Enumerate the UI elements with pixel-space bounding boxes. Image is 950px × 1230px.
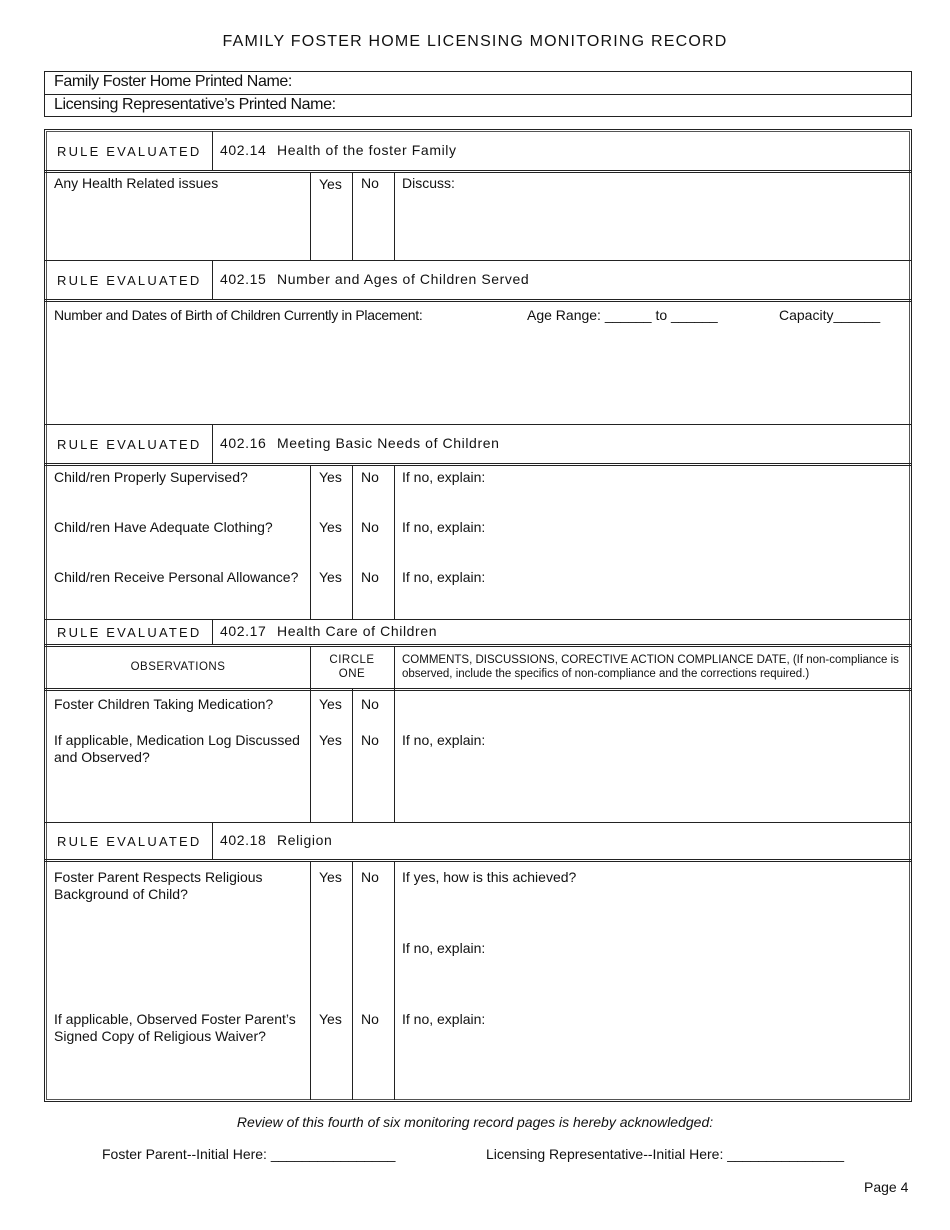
yes-option[interactable]: Yes bbox=[319, 469, 342, 485]
question-label: Any Health Related issues bbox=[54, 175, 219, 191]
explain-field[interactable]: If no, explain: bbox=[402, 569, 486, 585]
no-option[interactable]: No bbox=[361, 519, 379, 535]
no-option[interactable]: No bbox=[361, 732, 379, 748]
divider bbox=[310, 646, 311, 822]
rule-label: RULE EVALUATED bbox=[57, 834, 202, 849]
explain-field[interactable]: If no, explain: bbox=[402, 732, 486, 748]
divider bbox=[44, 299, 912, 300]
rule-code: 402.18 bbox=[220, 832, 267, 848]
divider bbox=[394, 172, 395, 260]
rep-name-field[interactable]: Licensing Representative’s Printed Name: bbox=[54, 96, 336, 113]
comments-header: COMMENTS, DISCUSSIONS, CORECTIVE ACTION COMPLIANCE DATE, (If non-compliance is observed, include the specifics of non-compliance and the corrections required.) bbox=[402, 654, 899, 680]
yes-option[interactable]: Yes bbox=[319, 732, 342, 748]
divider bbox=[310, 465, 311, 619]
divider bbox=[44, 861, 912, 862]
question-label: Foster Children Taking Medication? bbox=[54, 696, 274, 712]
explain-field[interactable]: If no, explain: bbox=[402, 469, 486, 485]
divider bbox=[44, 172, 912, 173]
divider bbox=[44, 619, 912, 620]
rule-code: 402.15 bbox=[220, 271, 267, 287]
divider bbox=[352, 861, 353, 1100]
divider bbox=[352, 688, 353, 822]
divider bbox=[212, 424, 213, 463]
age-range-field[interactable]: Age Range: ______ to ______ bbox=[527, 307, 718, 323]
explain-field[interactable]: If no, explain: bbox=[402, 519, 486, 535]
capacity-field[interactable]: Capacity______ bbox=[779, 307, 881, 323]
divider bbox=[44, 301, 912, 302]
divider bbox=[212, 822, 213, 859]
no-option[interactable]: No bbox=[361, 469, 379, 485]
divider bbox=[44, 822, 912, 823]
acknowledgement-text: Review of this fourth of six monitoring record pages is hereby acknowledged: bbox=[236, 1114, 714, 1130]
yes-option[interactable]: Yes bbox=[319, 869, 342, 885]
rule-label: RULE EVALUATED bbox=[57, 273, 202, 288]
explain-field[interactable]: If no, explain: bbox=[402, 940, 486, 956]
rule-name: Health of the foster Family bbox=[277, 142, 457, 158]
rule-code: 402.16 bbox=[220, 435, 267, 451]
rule-label: RULE EVALUATED bbox=[57, 625, 202, 640]
licensing-rep-initial-field[interactable]: Licensing Representative--Initial Here: _______________ bbox=[486, 1146, 845, 1162]
question-label: If applicable, Observed Foster Parent’s Signed Copy of Religious Waiver? bbox=[54, 1011, 296, 1044]
divider bbox=[44, 260, 912, 261]
divider bbox=[44, 690, 912, 691]
divider bbox=[310, 172, 311, 260]
explain-field[interactable]: If no, explain: bbox=[402, 1011, 486, 1027]
home-name-field[interactable]: Family Foster Home Printed Name: bbox=[54, 73, 292, 90]
divider bbox=[44, 644, 912, 645]
divider bbox=[44, 424, 912, 425]
divider bbox=[212, 131, 213, 170]
no-option[interactable]: No bbox=[361, 1011, 379, 1027]
rule-label: RULE EVALUATED bbox=[57, 437, 202, 452]
yes-option[interactable]: Yes bbox=[319, 519, 342, 535]
page-title: FAMILY FOSTER HOME LICENSING MONITORING RECORD bbox=[222, 33, 728, 50]
page-number: Page 4 bbox=[864, 1179, 909, 1195]
divider bbox=[394, 646, 395, 822]
no-option[interactable]: No bbox=[361, 175, 379, 191]
divider bbox=[44, 688, 912, 689]
yes-option[interactable]: Yes bbox=[319, 569, 342, 585]
divider bbox=[44, 170, 912, 171]
rule-name: Religion bbox=[277, 832, 333, 848]
divider bbox=[44, 94, 912, 95]
question-label: Child/ren Receive Personal Allowance? bbox=[54, 569, 299, 585]
divider bbox=[212, 619, 213, 644]
foster-parent-initial-field[interactable]: Foster Parent--Initial Here: ________________ bbox=[102, 1146, 396, 1162]
rule-label: RULE EVALUATED bbox=[57, 144, 202, 159]
question-label: If applicable, Medication Log Discussed and Observed? bbox=[54, 732, 300, 765]
yes-explain-field[interactable]: If yes, how is this achieved? bbox=[402, 869, 577, 885]
divider bbox=[352, 172, 353, 260]
yes-option[interactable]: Yes bbox=[319, 1011, 342, 1027]
rule-name: Meeting Basic Needs of Children bbox=[277, 435, 500, 451]
question-label: Child/ren Have Adequate Clothing? bbox=[54, 519, 273, 535]
no-option[interactable]: No bbox=[361, 869, 379, 885]
question-label: Child/ren Properly Supervised? bbox=[54, 469, 248, 485]
no-option[interactable]: No bbox=[361, 696, 379, 712]
divider bbox=[394, 465, 395, 619]
yes-option[interactable]: Yes bbox=[319, 696, 342, 712]
discuss-field[interactable]: Discuss: bbox=[402, 175, 455, 191]
rule-name: Health Care of Children bbox=[277, 623, 438, 639]
divider bbox=[352, 465, 353, 619]
divider bbox=[44, 465, 912, 466]
divider bbox=[394, 861, 395, 1100]
rule-code: 402.14 bbox=[220, 142, 267, 158]
circle-one-header: CIRCLE ONE bbox=[329, 654, 375, 680]
rule-code: 402.17 bbox=[220, 623, 267, 639]
yes-option[interactable]: Yes bbox=[319, 176, 342, 192]
rule-name: Number and Ages of Children Served bbox=[277, 271, 530, 287]
divider bbox=[44, 463, 912, 464]
divider bbox=[212, 260, 213, 299]
divider bbox=[44, 859, 912, 860]
children-placement-field[interactable]: Number and Dates of Birth of Children Currently in Placement: bbox=[54, 307, 423, 323]
observations-header: OBSERVATIONS bbox=[130, 661, 226, 673]
question-label: Foster Parent Respects Religious Background of Child? bbox=[54, 869, 263, 902]
no-option[interactable]: No bbox=[361, 569, 379, 585]
divider bbox=[310, 861, 311, 1100]
divider bbox=[44, 646, 912, 647]
